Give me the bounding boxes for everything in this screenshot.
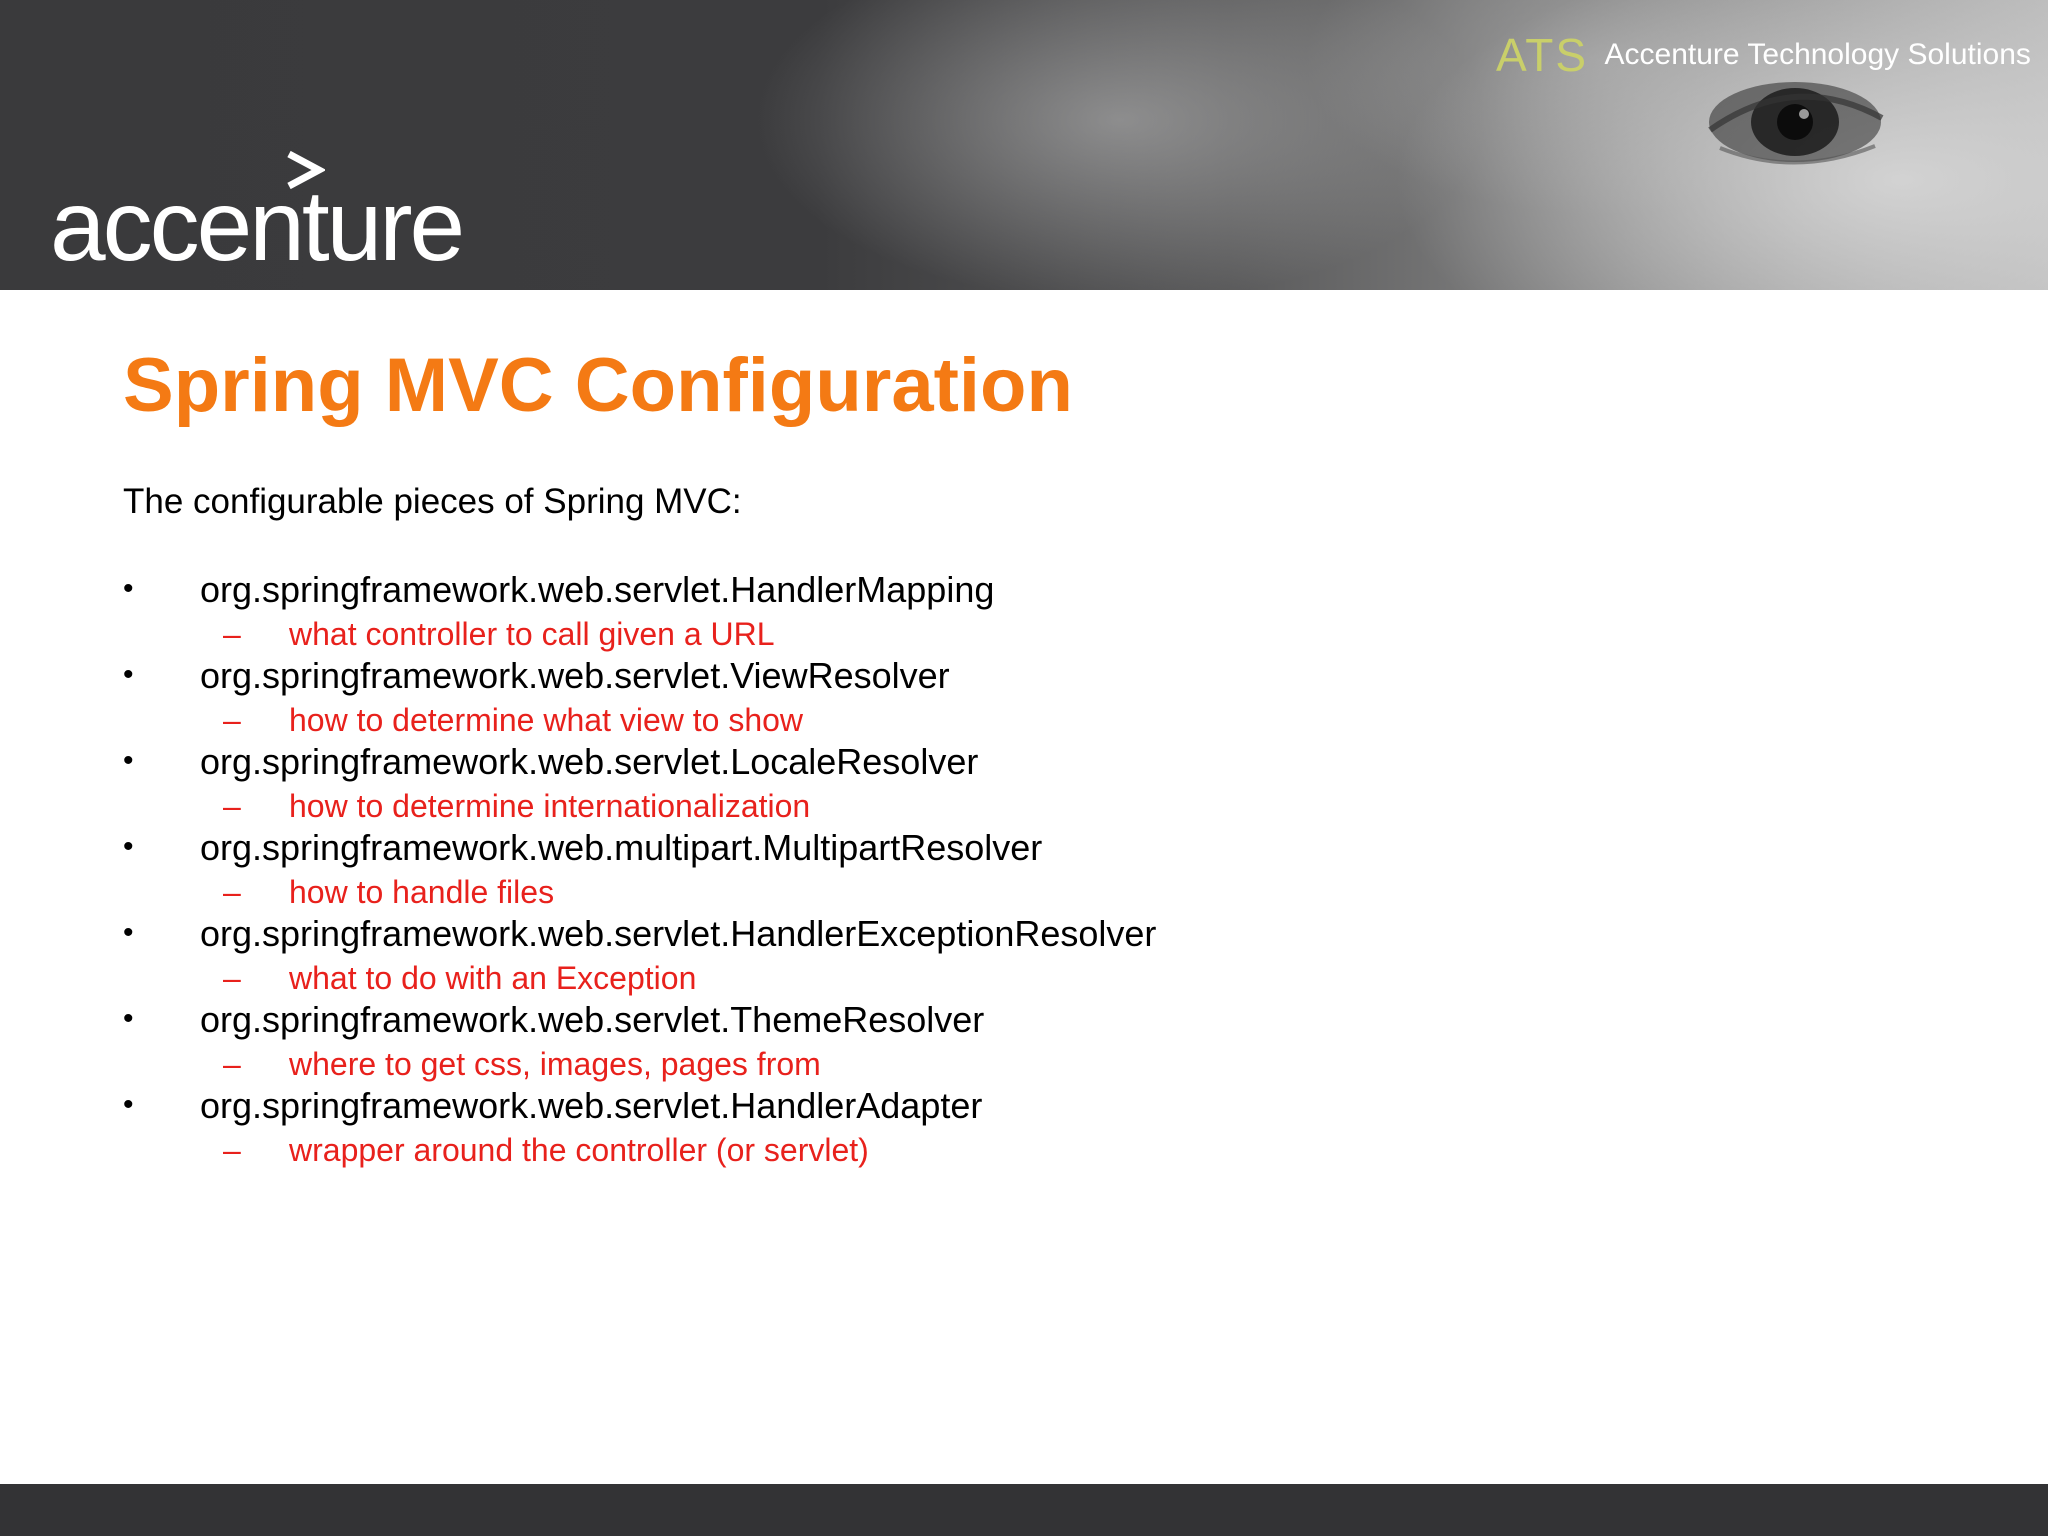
list-item-class: org.springframework.web.servlet.HandlerMapping <box>200 569 995 610</box>
dash-icon: – <box>223 616 241 652</box>
list-item-description: how to handle files <box>289 874 555 910</box>
accenture-chevron-icon <box>285 150 325 194</box>
list-item-class: org.springframework.web.multipart.MultipartResolver <box>200 827 1043 868</box>
list-item-class: org.springframework.web.servlet.HandlerExceptionResolver <box>200 913 1157 954</box>
bullet-icon: • <box>123 572 134 605</box>
bullet-icon: • <box>123 1088 134 1121</box>
list-item-class: org.springframework.web.servlet.HandlerAdapter <box>200 1085 983 1126</box>
list-item-description: where to get css, images, pages from <box>289 1046 821 1082</box>
list-item-class: org.springframework.web.servlet.ViewResolver <box>200 655 950 696</box>
bullet-icon: • <box>123 916 134 949</box>
bullet-icon: • <box>123 1002 134 1035</box>
list-item <box>123 570 1423 656</box>
bullet-icon: • <box>123 830 134 863</box>
dash-icon: – <box>223 1132 241 1168</box>
bullet-icon: • <box>123 744 134 777</box>
list-item-class: org.springframework.web.servlet.ThemeResolver <box>200 999 985 1040</box>
dash-icon: – <box>223 702 241 738</box>
list-item-description: what to do with an Exception <box>289 960 697 996</box>
accenture-logo: accenture <box>50 170 463 282</box>
list-item-description: what controller to call given a URL <box>289 616 775 652</box>
ats-tagline: Accenture Technology Solutions <box>1604 38 2031 71</box>
dash-icon: – <box>223 874 241 910</box>
header-banner <box>0 0 2048 290</box>
slide-title: Spring MVC Configuration <box>123 343 1073 428</box>
list-item <box>123 914 1423 1000</box>
dash-icon: – <box>223 960 241 996</box>
list-item <box>123 1086 1423 1172</box>
list-item <box>123 656 1423 742</box>
list-item <box>123 742 1423 828</box>
bullet-list <box>123 570 1423 1172</box>
dash-icon: – <box>223 788 241 824</box>
list-item-description: wrapper around the controller (or servlet) <box>289 1132 869 1168</box>
list-item-class: org.springframework.web.servlet.LocaleResolver <box>200 741 979 782</box>
slide-intro: The configurable pieces of Spring MVC: <box>123 482 742 521</box>
list-item-description: how to determine internationalization <box>289 788 811 824</box>
list-item <box>123 1000 1423 1086</box>
bullet-icon: • <box>123 658 134 691</box>
list-item <box>123 828 1423 914</box>
list-item-description: how to determine what view to show <box>289 702 804 738</box>
ats-logo <box>1496 28 2031 82</box>
ats-mark: ATS <box>1496 29 1589 81</box>
dash-icon: – <box>223 1046 241 1082</box>
footer-bar <box>0 1484 2048 1536</box>
